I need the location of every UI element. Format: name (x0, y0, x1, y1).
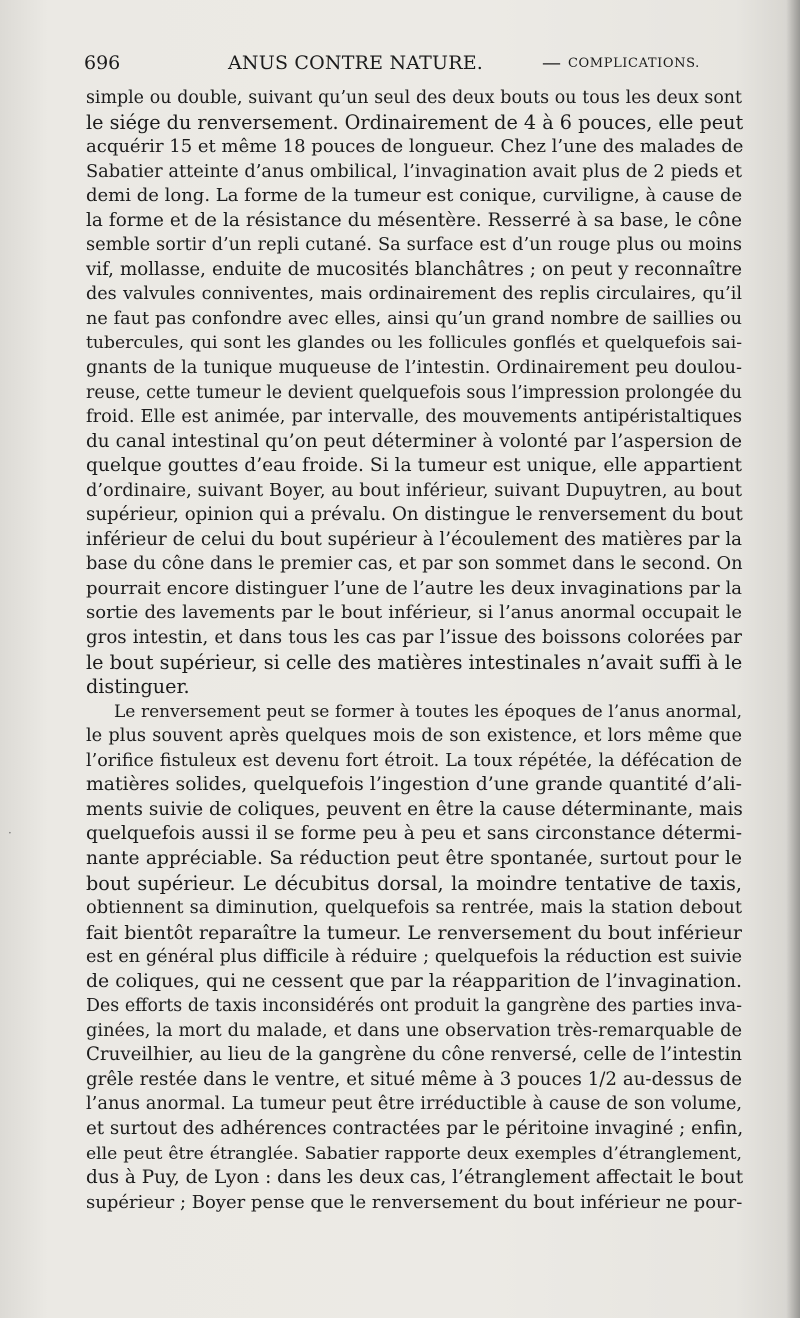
text-line: acquérir 15 et même 18 pouces de longueur. Chez l’une des malades de (86, 136, 744, 158)
text-line: la forme et de la résistance du mésentère. Resserré à sa base, le cône (86, 209, 742, 231)
text-line: des valvules conniventes, mais ordinairement des replis circulaires, qu’il (86, 284, 742, 305)
text-line: Cruveilhier, au lieu de la gangrène du cône renversé, celle de l’intestin (86, 1044, 742, 1066)
page-number: 696 (84, 52, 121, 74)
text-line: ments suivie de coliques, peuvent en être la cause déterminante, mais (86, 798, 743, 820)
text-line: du canal intestinal qu’on peut déterminer à volonté par l’aspersion de (86, 430, 742, 452)
text-line: fait bientôt reparaître la tumeur. Le renversement du bout inférieur (86, 921, 742, 944)
stray-mark: · (8, 826, 12, 840)
text-line: de coliques, qui ne cessent que par la réapparition de l’invagination. (86, 970, 742, 992)
text-line: demi de long. La forme de la tumeur est conique, curviligne, à cause de (86, 185, 743, 207)
text-line: bout supérieur. Le décubitus dorsal, la moindre tentative de taxis, (86, 871, 742, 895)
text-line: l’anus anormal. La tumeur peut être irréductible à cause de son volume, (86, 1093, 742, 1115)
text-line: pourrait encore distinguer l’une de l’autre les deux invaginations par la (86, 577, 742, 599)
paragraph (86, 86, 742, 700)
body-text (86, 86, 742, 1215)
text-line: base du cône dans le premier cas, et par son sommet dans le second. On (86, 553, 743, 575)
text-line: Sabatier atteinte d’anus ombilical, l’invagination avait plus de 2 pieds et (86, 160, 742, 182)
text-line: ne faut pas confondre avec elles, ainsi qu’un grand nombre de saillies ou (86, 308, 742, 329)
text-line: Le renversement peut se former à toutes les époques de l’anus anormal, (114, 701, 742, 722)
running-title: ANUS CONTRE NATURE. (228, 52, 484, 74)
text-line: obtiennent sa diminution, quelquefois sa rentrée, mais la station debout (86, 897, 742, 919)
page-edge-shadow (786, 0, 800, 1318)
text-line: supérieur ; Boyer pense que le renversement du bout inférieur ne pour- (86, 1191, 743, 1213)
text-line: gros intestin, et dans tous les cas par l’issue des boissons colorées par (86, 627, 742, 649)
text-line: simple ou double, suivant qu’un seul des deux bouts ou tous les deux sont (86, 88, 742, 108)
text-line: distinguer. (86, 675, 190, 699)
text-line: ginées, la mort du malade, et dans une observation très-remarquable de (86, 1019, 742, 1041)
text-line: supérieur, opinion qui a prévalu. On distingue le renversement du bout (86, 504, 743, 526)
text-line: Des efforts de taxis inconsidérés ont produit la gangrène des parties inva- (86, 996, 742, 1017)
text-line: vif, mollasse, enduite de mucosités blanchâtres ; on peut y reconnaître (86, 258, 742, 280)
text-line: le plus souvent après quelques mois de son existence, et lors même que (86, 725, 742, 747)
text-line: et surtout des adhérences contractées par le péritoine invaginé ; enfin, (86, 1117, 744, 1139)
text-line: reuse, cette tumeur le devient quelquefois sous l’impression prolongée du (86, 382, 742, 403)
text-line: d’ordinaire, suivant Boyer, au bout inférieur, suivant Dupuytren, au bout (86, 479, 742, 501)
paragraph (86, 700, 742, 1215)
text-line: quelquefois aussi il se forme peu à peu et sans circonstance détermi- (86, 823, 742, 845)
text-line: gnants de la tunique muqueuse de l’intestin. Ordinairement peu doulou- (86, 357, 742, 379)
text-line: matières solides, quelquefois l’ingestion d’une grande quantité d’ali- (86, 774, 742, 796)
text-line: est en général plus difficile à réduire ; quelquefois la réduction est suivie (86, 947, 742, 968)
text-line: le bout supérieur, si celle des matières intestinales n’avait suffi à le (86, 650, 743, 674)
text-line: semble sortir d’un repli cutané. Sa surface est d’un rouge plus ou moins (86, 234, 742, 256)
text-line: quelque gouttes d’eau froide. Si la tumeur est unique, elle appartient (86, 455, 742, 477)
text-line: elle peut être étranglée. Sabatier rapporte deux exemples d’étranglement, (86, 1143, 742, 1164)
header-dash: — (542, 52, 561, 74)
text-line: tubercules, qui sont les glandes ou les follicules gonflés et quelquefois sai- (86, 333, 742, 354)
text-line: inférieur de celui du bout supérieur à l’écoulement des matières par la (86, 528, 742, 550)
text-line: froid. Elle est animée, par intervalle, des mouvements antipéristaltiques (86, 406, 742, 428)
text-line: l’orifice fistuleux est devenu fort étroit. La toux répétée, la défécation de (86, 750, 742, 771)
text-line: dus à Puy, de Lyon : dans les deux cas, l’étranglement affectait le bout (86, 1167, 744, 1189)
section-title: COMPLICATIONS. (568, 56, 700, 71)
text-line: nante appréciable. Sa réduction peut être spontanée, surtout pour le (86, 847, 742, 869)
running-header (84, 50, 700, 76)
text-line: le siége du renversement. Ordinairement de 4 à 6 pouces, elle peut (86, 110, 744, 134)
text-line: sortie des lavements par le bout inférieur, si l’anus anormal occupait le (86, 602, 742, 624)
text-line: grêle restée dans le ventre, et situé même à 3 pouces 1/2 au-dessus de (86, 1068, 742, 1090)
